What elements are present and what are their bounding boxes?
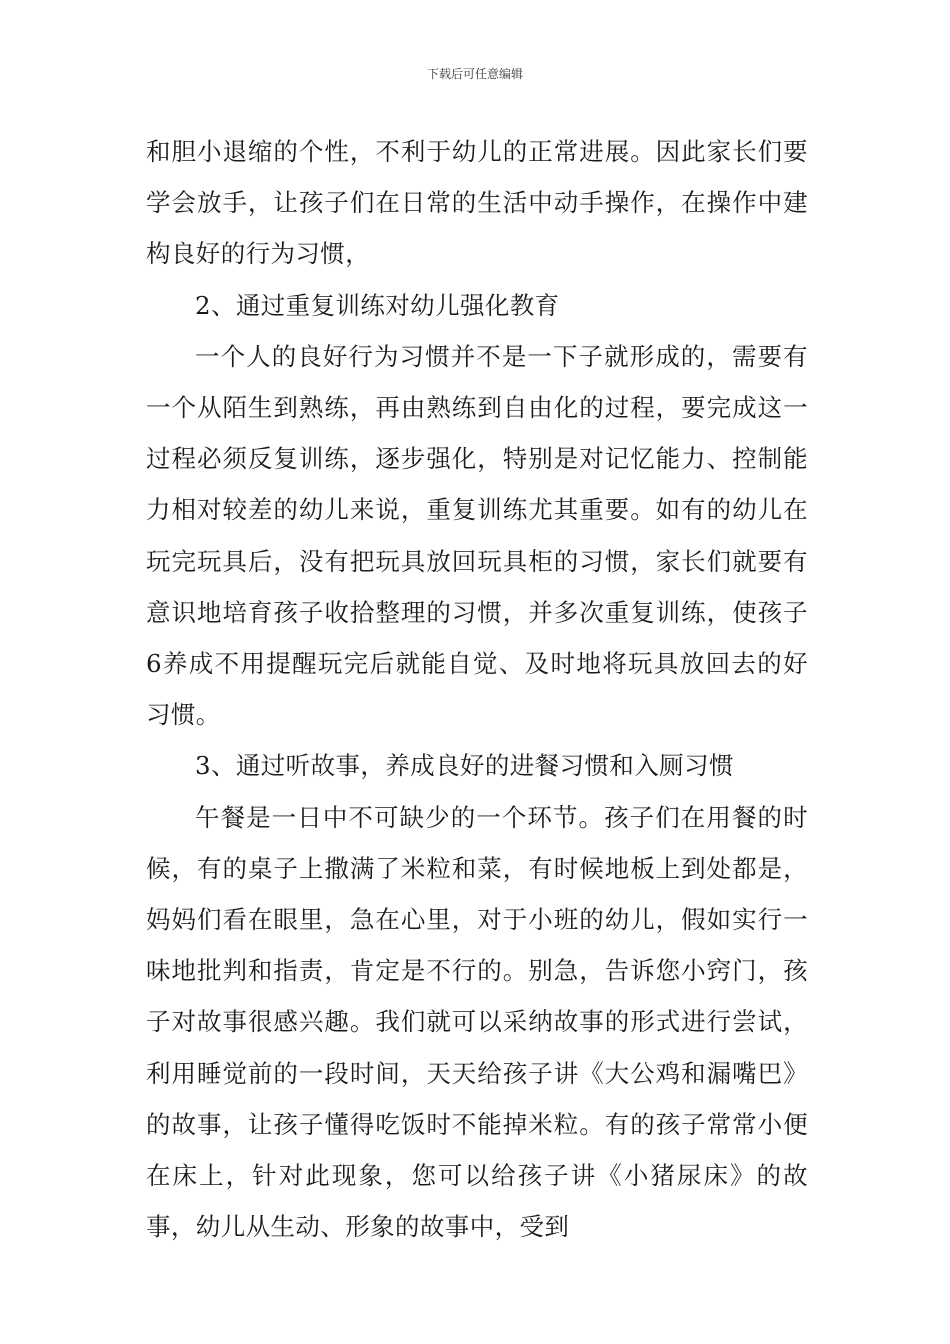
paragraph-repeat-training: 一个人的良好行为习惯并不是一下子就形成的，需要有一个从陌生到熟练，再由熟练到自由化的过程，要完成这一过程必须反复训练，逐步强化，特别是对记忆能力、控制能力相对较差的幼儿来说，重复训练尤其重要。如有的幼儿在玩完玩具后，没有把玩具放回玩具柜的习惯，家长们就要有意识地培育孩子收拾整理的习惯，并多次重复训练，使孩子6养成不用提醒玩完后就能自觉、及时地将玩具放回去的好习惯。	[146, 341, 808, 730]
section-heading-2: 2、通过重复训练对幼儿强化教育	[195, 290, 560, 320]
document-body	[146, 126, 808, 1252]
paragraph-continued: 和胆小退缩的个性，不利于幼儿的正常进展。因此家长们要学会放手，让孩子们在日常的生活中动手操作，在操作中建构良好的行为习惯，	[146, 137, 808, 269]
paragraph-story-telling: 午餐是一日中不可缺少的一个环节。孩子们在用餐的时候，有的桌子上撒满了米粒和菜，有时候地板上到处都是，妈妈们看在眼里，急在心里，对于小班的幼儿，假如实行一味地批判和指责，肯定是不行的。别急，告诉您小窍门，孩子对故事很感兴趣。我们就可以采纳故事的形式进行尝试，利用睡觉前的一段时间，天天给孩子讲《大公鸡和漏嘴巴》的故事，让孩子懂得吃饭时不能掉米粒。有的孩子常常小便在床上，针对此现象，您可以给孩子讲《小猪尿床》的故事，幼儿从生动、形象的故事中，受到	[146, 802, 808, 1242]
page-header: 下载后可任意编辑	[426, 67, 523, 81]
section-heading-3: 3、通过听故事，养成良好的进餐习惯和入厕习惯	[195, 751, 734, 781]
